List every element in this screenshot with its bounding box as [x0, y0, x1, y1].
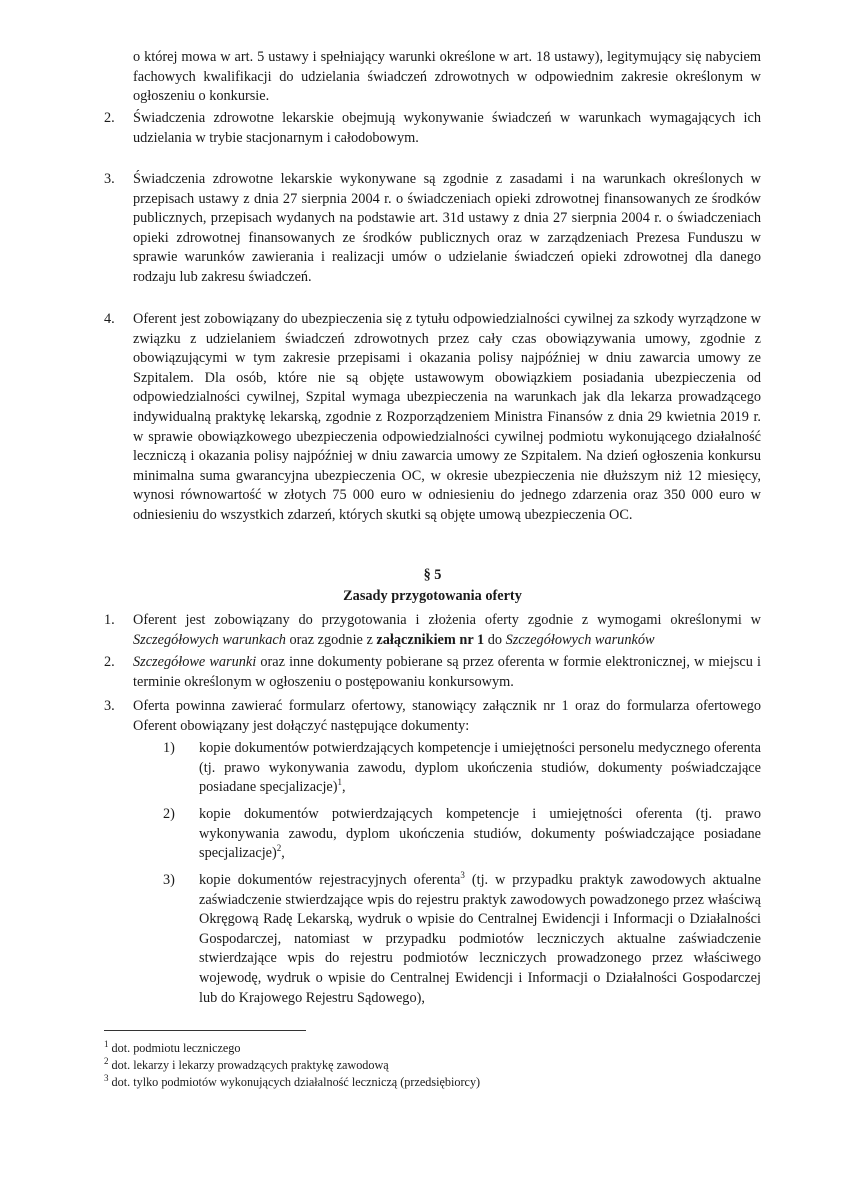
- footnote-1: [104, 1038, 241, 1056]
- text-segment: (tj. w przypadku praktyk zawodowych aktualne zaświadczenie stwierdzające wpis do rejestru praktyk zawodowych powadzonego przez właściwą Okręgową Radę Lekarską, wydruk o wpisie do Centralnej Ewidencji i Informacji o Działalności Gospodarczej, natomiast w przypadku podmiotów leczniczych aktualne zaświadczenie stwierdzające wpis do rejestru podmiotów leczniczych prowadzonego przez właściwego wojewodę, wydruk o wpisie do Centralnej Ewidencji i Informacji o Działalności Gospodarczej lub do Krajowego Rejestru Sądowego),: [199, 872, 761, 1006]
- item-text: [133, 653, 761, 692]
- item-text: [133, 611, 761, 650]
- bold-reference: załącznikiem nr 1: [376, 631, 485, 648]
- section-item-2: [104, 653, 761, 692]
- sub-item-text: [199, 805, 761, 864]
- item-number: 4.: [104, 311, 115, 327]
- text-segment: oraz inne dokumenty pobierane są przez oferenta w formie elektronicznej, w miejscu i terminie określonym w ogłoszeniu o postępowaniu konkursowym.: [133, 654, 761, 690]
- sub-item-number: 1): [163, 740, 175, 756]
- footnote-ref[interactable]: 1: [337, 777, 343, 788]
- footnote-text: dot. lekarzy i lekarzy prowadzących praktykę zawodową: [111, 1058, 389, 1072]
- text-segment: Oferent jest zobowiązany do przygotowania i złożenia oferty zgodnie z wymogami określonymi w: [133, 612, 761, 628]
- item-text: Oferent jest zobowiązany do ubezpieczenia się z tytułu odpowiedzialności cywilnej za szkody wyrządzone w związku z udzielaniem świadczeń zdrowotnych przez cały czas obowiązywania umowy, zgodnie z obowiązującymi w tym zakresie przepisami i okazania polisy najpóźniej w dniu zawarcia umowy ze Szpitalem. Dla osób, które nie są objęte ustawowym obowiązkiem posiadania ubezpieczenia od odpowiedzialności cywilnej, Szpital wymaga ubezpieczenia na warunkach jak dla lekarza prowadzącego indywidualną praktykę lekarską, zgodnie z Rozporządzeniem Ministra Finansów z dnia 29 kwietnia 2019 r. w sprawie obowiązkowego ubezpieczenia odpowiedzialności cywilnej podmiotu wykonującego działalność leczniczą i okazania polisy najpóźniej w dniu zawarcia umowy ze Szpitalem. Na dzień ogłoszenia konkursu minimalna suma gwarancyjna ubezpieczenia OC, w okresie ubezpieczenia nie dłuższym niż 12 miesięcy, wynosi równowartość w złotych 75 000 euro w odniesieniu do jednego zdarzenia oraz 350 000 euro w odniesieniu do wszystkich zdarzeń, których skutki są objęte umową ubezpieczenia OC.: [133, 311, 761, 523]
- italic-reference: Szczegółowych warunków: [505, 631, 655, 648]
- item-text: Oferta powinna zawierać formularz ofertowy, stanowiący załącznik nr 1 oraz do formularza ofertowego Oferent obowiązany jest dołączyć następujące dokumenty:: [133, 698, 761, 734]
- italic-reference: Szczegółowe warunki: [133, 654, 257, 670]
- footnote-3: [104, 1072, 481, 1090]
- sub-item-number: 2): [163, 806, 175, 822]
- footnote-mark: 1: [104, 1038, 109, 1049]
- footnote-ref[interactable]: 3: [460, 870, 465, 881]
- section-number: § 5: [423, 567, 442, 583]
- footnote-mark: 3: [104, 1072, 109, 1083]
- item-number: 3.: [104, 171, 115, 187]
- footnote-ref[interactable]: 2: [276, 843, 282, 854]
- footnote-text: dot. podmiotu leczniczego: [111, 1041, 241, 1055]
- section-title: Zasady przygotowania oferty: [343, 588, 522, 604]
- footnote-text: dot. tylko podmiotów wykonujących działalność leczniczą (przedsiębiorcy): [111, 1075, 481, 1089]
- list-item-4: [104, 310, 761, 526]
- sub-item-number: 3): [163, 872, 175, 888]
- item-number: 1.: [104, 612, 115, 628]
- text-segment: do: [484, 631, 506, 648]
- sub-item-text: [199, 739, 761, 798]
- item-text: Świadczenia zdrowotne lekarskie obejmują wykonywanie świadczeń w warunkach wymagających ich udzielania w trybie stacjonarnym i całodobowym.: [133, 110, 761, 146]
- sub-item-1: [163, 739, 761, 798]
- text-segment: kopie dokumentów potwierdzających kompetencje i umiejętności oferenta (tj. prawo wykonywania zawodu, dyplom ukończenia studiów, dokumenty poświadczające posiadane specjalizacje): [199, 806, 761, 862]
- text-segment: oraz zgodnie z: [285, 631, 377, 648]
- sub-item-2: [163, 805, 761, 864]
- italic-reference: Szczegółowych warunkach: [133, 631, 286, 648]
- list-item-2: [104, 109, 761, 148]
- paragraph-continuation: o której mowa w art. 5 ustawy i spełniający warunki określone w art. 18 ustawy), legitymujący się nabyciem fachowych kwalifikacji do udzielania świadczeń zdrowotnych w odpowiednim zakresie określonym w ogłoszeniu o konkursie.: [133, 49, 761, 105]
- footnote-separator: [104, 1030, 306, 1031]
- item-number: 2.: [104, 654, 115, 670]
- section-item-3: [104, 697, 761, 736]
- item-number: 3.: [104, 698, 115, 714]
- footnote-2: [104, 1055, 389, 1073]
- item-text: Świadczenia zdrowotne lekarskie wykonywane są zgodnie z zasadami i na warunkach określonych w przepisach ustawy z dnia 27 sierpnia 2004 r. o świadczeniach opieki zdrowotnej finansowanych ze środków publicznych, przepisach wydanych na podstawie art. 31d ustawy z dnia 27 sierpnia 2004 r. o świadczeniach opieki zdrowotnej finansowanych ze środków publicznych oraz w zarządzeniach Prezesa Funduszu w sprawie warunków zawierania i realizacji umów o udzielanie świadczeń opieki zdrowotnej dla danego rodzaju lub zakresu świadczeń.: [133, 171, 761, 285]
- item-number: 2.: [104, 110, 115, 126]
- footnote-mark: 2: [104, 1055, 109, 1066]
- text-segment: ,: [281, 845, 285, 862]
- sub-item-3: [163, 871, 761, 1008]
- text-segment: kopie dokumentów potwierdzających kompetencje i umiejętności personelu medycznego oferenta (tj. prawo wykonywania zawodu, dyplom ukończenia studiów, dokumenty poświadczające posiadane specjalizacje): [199, 740, 761, 796]
- text-segment: kopie dokumentów rejestracyjnych oferenta: [199, 872, 461, 888]
- text-segment: ,: [342, 779, 346, 796]
- section-item-1: [104, 611, 761, 650]
- sub-item-text: [199, 871, 761, 1008]
- list-item-3: [104, 170, 761, 288]
